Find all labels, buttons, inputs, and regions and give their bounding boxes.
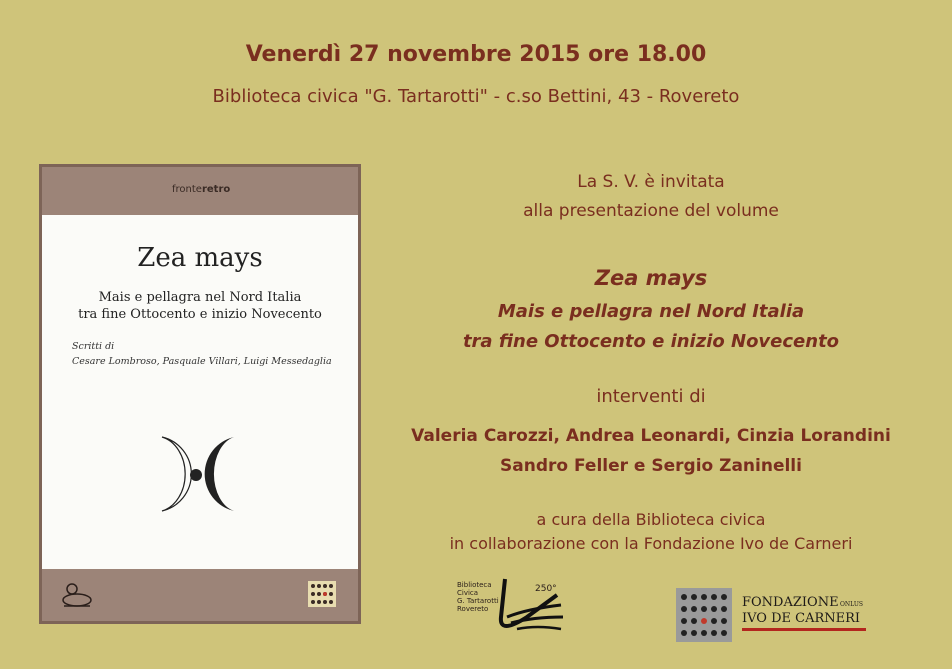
speakers-line-2: Sandro Feller e Sergio Zaninelli (500, 456, 802, 476)
cover-written-by: Scritti di (72, 341, 115, 352)
biblioteca-logo (457, 577, 577, 647)
speakers-line-1: Valeria Carozzi, Andrea Leonardi, Cinzia Lorandini (411, 426, 891, 446)
cover-subtitle-2: tra fine Ottocento e inizio Novecento (78, 307, 322, 322)
cover-bottom-band (42, 569, 358, 621)
cover-body (42, 215, 358, 572)
speakers-label: interventi di (596, 386, 706, 407)
publisher-name-bold: retro (201, 184, 231, 195)
event-date: Venerdì 27 novembre 2015 ore 18.00 (245, 42, 707, 67)
fondazione-logo (676, 588, 872, 646)
book-subtitle-2: tra fine Ottocento e inizio Novecento (462, 331, 840, 352)
cover-authors: Cesare Lombroso, Pasquale Villari, Luigi Messedaglia (72, 356, 332, 367)
fondazione-logo-icon (308, 581, 336, 607)
event-venue: Biblioteca civica "G. Tartarotti" - c.so Bettini, 43 - Rovereto (212, 86, 740, 107)
biblioteca-logo-text-2: Civica (457, 589, 479, 597)
fondazione-onlus-text: ONLUS (840, 601, 863, 608)
book-subtitle-1: Mais e pellagra nel Nord Italia (497, 301, 805, 322)
curated-line-1: a cura della Biblioteca civica (536, 510, 766, 529)
fondazione-text-2: IVO DE CARNERI (742, 611, 861, 626)
book-cover-image (39, 164, 361, 624)
biblioteca-logo-text-4: Rovereto (457, 605, 489, 613)
moon-phases-icon (160, 435, 240, 515)
cover-subtitle-1: Mais e pellagra nel Nord Italia (98, 290, 302, 305)
publisher-emblem-icon (60, 578, 94, 610)
curated-line-2: in collaborazione con la Fondazione Ivo de Carneri (449, 534, 853, 553)
invite-line-1: La S. V. è invitata (577, 172, 725, 192)
publisher-logo (172, 184, 230, 195)
publisher-name-light: fronte (172, 184, 202, 195)
fondazione-text-1: FONDAZIONE (742, 595, 839, 610)
invite-line-2: alla presentazione del volume (523, 201, 779, 221)
cover-title: Zea mays (137, 243, 263, 273)
fondazione-logo-mark-icon (676, 588, 872, 642)
book-title: Zea mays (594, 266, 708, 290)
cover-top-band (42, 167, 358, 215)
biblioteca-logo-text-3: G. Tartarotti (457, 597, 499, 605)
biblioteca-logo-text-1: Biblioteca (457, 581, 492, 589)
anniversary-text: 250° (535, 584, 557, 594)
